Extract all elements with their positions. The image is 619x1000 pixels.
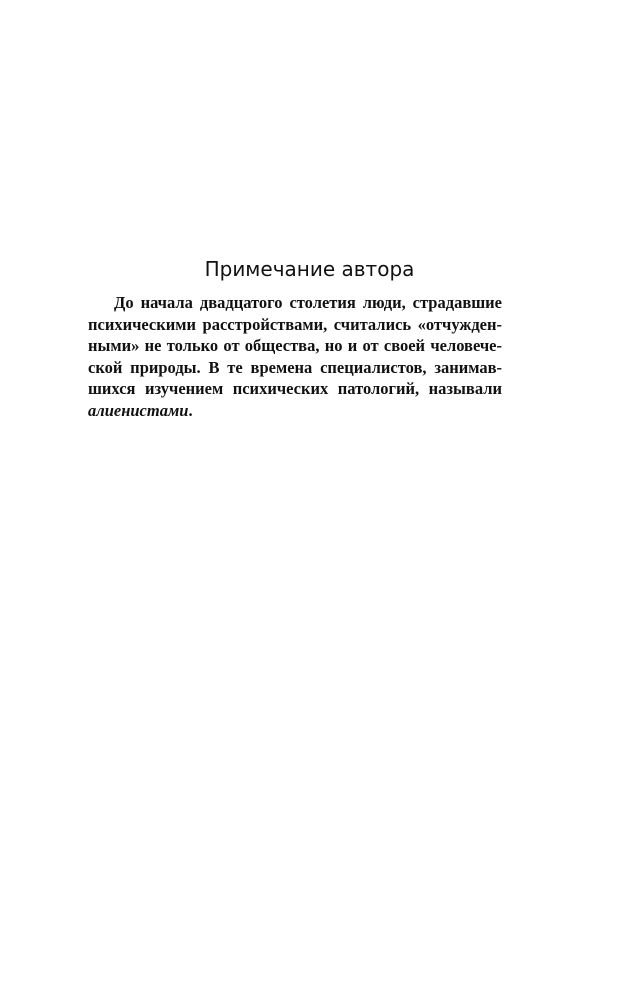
paragraph-line-2: психическими расстройствами, считались «отчужден- bbox=[88, 314, 502, 334]
page-heading: Примечание автора bbox=[204, 257, 415, 281]
paragraph-line-1: До начала двадцатого столетия люди, страдавшие bbox=[114, 293, 502, 312]
sentence-end: . bbox=[188, 400, 193, 420]
paragraph-line-4: ской природы. В те времена специалистов, занимав- bbox=[88, 357, 502, 377]
italic-term: алиенистами bbox=[88, 400, 189, 420]
paragraph-line-3: ными» не только от общества, но и от своей человече- bbox=[88, 336, 502, 355]
paragraph-line-6 bbox=[88, 400, 502, 422]
paragraph-line-5: шихся изучением психических патологий, называли bbox=[88, 379, 502, 398]
author-note-paragraph bbox=[88, 292, 502, 421]
